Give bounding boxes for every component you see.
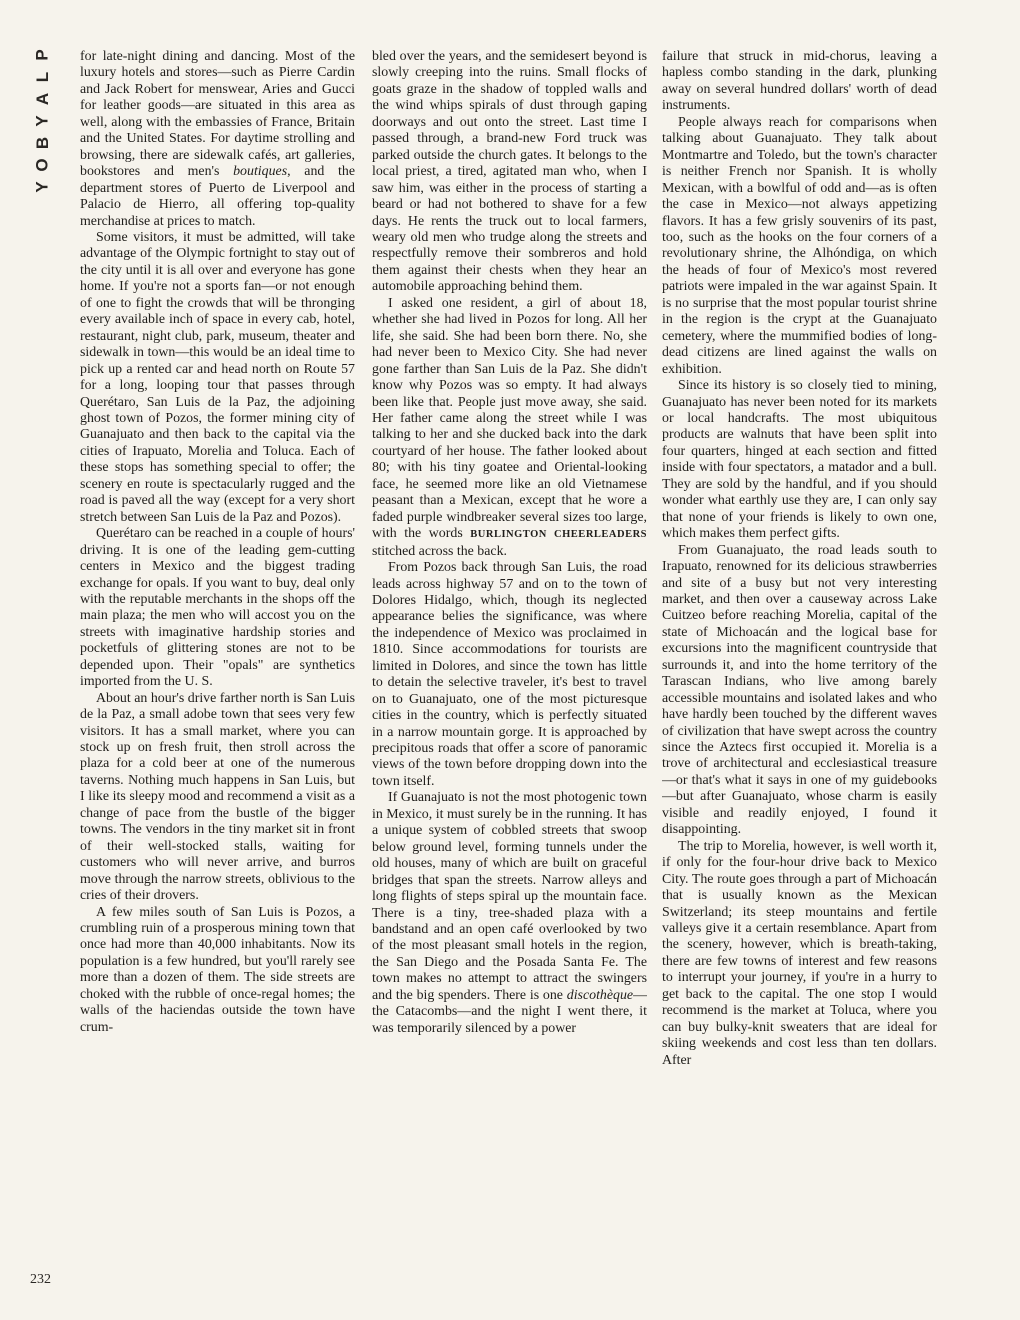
magazine-name-letter: P — [33, 49, 52, 61]
text-run: From Pozos back through San Luis, the road leads across highway 57 and on to the town of Dolores Hidalgo, which, though its neglected appearance belies the significance, was where the independence of Mexico was proclaimed in 1810. Since accommodations for tourists are limited in Dolores, and since the town has little to detain the selective traveler, it's best to travel on to Guanajuato, one of the most picturesque cities in the country, which is perfectly situated in a narrow mountain gorge. It is approached by precipitous roads that offer a score of panoramic views of the town before dropping down into the town itself. — [372, 560, 647, 789]
article-paragraph — [372, 296, 647, 560]
article-paragraph — [372, 560, 647, 790]
text-run: Querétaro can be reached in a couple of hours' driving. It is one of the leading gem-cutting centers in Mexico and the biggest trading exchange for opals. If you want to buy, deal only with the reputable merchants in the shops off the main plaza; the men who will accost you on the streets with imaginative hardship stories and pocketfuls of glittering stones are not to be depended upon. Their "opals" are synthetics imported from the U. S. — [80, 526, 355, 690]
article-paragraph — [662, 115, 937, 378]
magazine-name-letter: O — [32, 158, 52, 172]
text-run: Some visitors, it must be admitted, will take advantage of the Olympic fortnight to stay out of the city until it is all over and everyone has gone home. If you're not a sports fan—or not enough of one to fight the crowds that will be thronging every available inch of space in every cab, hotel, restaurant, night club, park, museum, theater and sidewalk in town—this would be an ideal time to pick up a rented car and head north on Route 57 for a long, looping tour that passes through Querétaro, San Luis de la Paz, the adjoining ghost town of Pozos, the former mining city of Guanajuato and then back to the capital via the cities of Irapuato, Morelia and Toluca. Each of these stops has something special to offer; the scenery en route is spectacularly rugged and the road is paved all the way (except for a very short stretch between San Luis de la Paz and Pozos). — [80, 229, 355, 525]
text-run: stitched across the back. — [372, 543, 507, 559]
magazine-name-letter: Y — [33, 181, 52, 193]
text-run: failure that struck in mid-chorus, leaving a hapless combo standing in the dark, plunking away on several hundred dollars' worth of dead instruments. — [662, 49, 937, 114]
article-paragraph — [80, 905, 355, 1037]
text-run: About an hour's drive farther north is San Luis de la Paz, a small adobe town that sees very few visitors. It has a small market, where you can stock up on fresh fruit, then stroll across the plaza for a cold beer at one of the numerous taverns. Nothing much happens in San Luis, but I like its sleepy mood and recommend a visit as a change of pace from the bustle of the bigger towns. The vendors in the tiny market sit in front of their well-stocked stalls, waiting for customers who will never arrive, and burros move through the narrow streets, oblivious to the cries of their drovers. — [80, 690, 355, 904]
article-paragraph — [80, 691, 355, 905]
italic-text: boutiques — [233, 164, 288, 180]
article-paragraph — [80, 49, 355, 230]
text-run: A few miles south of San Luis is Pozos, a crumbling ruin of a prosperous mining town that once had more than 40,000 inhabitants. Now its population is a few hundred, but you'll rarely see more than a dozen of them. The side streets are choked with the rubble of once-regal homes; the walls of the haciendas outside the town have crum- — [80, 904, 355, 1035]
magazine-name — [28, 44, 58, 198]
text-run: From Guanajuato, the road leads south to Irapuato, renowned for its delicious strawberries and site of a busy but not very interesting market, and then over a causeway across Lake Cuitzeo before reaching Morelia, capital of the state of Michoacán and the logical base for excursions into the magnificent countryside that surrounds it, and into the home territory of the Tarascan Indians, who live among barely accessible mountains and isolated lakes and who have hardly been touched by the different waves of civilization that have swept across the country since the Aztecs first occupied it. Morelia is a trove of architectural and ecclesiastical treasure—or that's what it says in one of my guidebooks—but after Guanajuato, whose charm is easily visible and readily enjoyed, I found it disappointing. — [662, 542, 937, 838]
article-paragraph — [662, 839, 937, 1069]
magazine-name-letter: Y — [33, 115, 52, 127]
article-column-1 — [80, 49, 355, 1289]
article-paragraph — [662, 378, 937, 543]
text-run: for late-night dining and dancing. Most of the luxury hotels and stores—such as Pierre Cardin and Jack Robert for menswear, Aries and Gucci for leather goods—are situated in this area as well, along with the embassies of France, Britain and the United States. For daytime strolling and browsing, there are sidewalk cafés, art galleries, bookstores and men's — [80, 49, 355, 180]
text-run: , and the department stores of Puerto de Liverpool and Palacio de Hierro, all offering top-quality merchandise at prices to match. — [80, 164, 355, 229]
text-run: bled over the years, and the semidesert beyond is slowly creeping into the ruins. Small flocks of goats graze in the shadow of toppled walls and the wind whips spirals of dust through gaping doorways and out onto the street. Last time I passed through, a brand-new Ford truck was parked outside the church gates. It belongs to the local priest, a tired, agitated man who, when I saw him, was either in the process of starting a beard or had not bothered to shave for a few days. He rents the truck out to local farmers, weary old men who trudge along the streets and respectfully remove their sombreros and hold them against their chests when they hear an automobile approaching behind them. — [372, 49, 647, 295]
text-run: I asked one resident, a girl of about 18, whether she had lived in Pozos for long. All her life, she said. She had been born there. No, she had never been to Mexico City. She had never gone farther than San Luis de la Paz. She didn't know why Pozos was so empty. It had always been like that. People just move away, she said. Her father came along the street while I was talking to her and she ducked back into the dark courtyard of her house. The father looked about 80; with his tiny goatee and Oriental-looking face, he seemed more like an old Vietnamese peasant than a Mexican, except that he wore a faded purple windbreaker several sizes too large, with the words — [372, 295, 647, 542]
text-run: The trip to Morelia, however, is well worth it, if only for the four-hour drive back to Mexico City. The route goes through a part of Michoacán that is usually known as the Mexican Switzerland; its steep mountains and fertile valleys give it a certain resemblance. Apart from the scenery, however, which is breath-taking, there are few towns of interest and few reasons to interrupt your journey, if you're in a hurry to get back to the capital. The one stop I would recommend is the market at Toluca, where you can buy bulky-knit sweaters that are ideal for skiing weekends and cost less than ten dollars. After — [662, 838, 937, 1068]
article-paragraph — [372, 49, 647, 296]
magazine-name-letter: B — [33, 136, 52, 150]
text-run: Since its history is so closely tied to mining, Guanajuato has never been noted for its markets or local handcrafts. The most ubiquitous products are walnuts that have been split into four quarters, hinged at each section and fitted inside with four spectators, a matador and a bull. They are sold by the handful, and if you should wonder what earthly use they are, I can only say that none of your friends is likely to own one, which makes them perfect gifts. — [662, 378, 937, 542]
magazine-name-letter: A — [33, 92, 52, 106]
article-paragraph — [372, 790, 647, 1037]
article-paragraph — [662, 543, 937, 839]
article-column-2 — [372, 49, 647, 1289]
article-paragraph — [80, 230, 355, 526]
magazine-name-letter: L — [32, 71, 52, 83]
article-column-3 — [662, 49, 937, 1289]
text-run: —the Catacombs—and the night I went there, it was temporarily silenced by a power — [372, 987, 647, 1036]
article-paragraph — [662, 49, 937, 115]
small-caps-text: BURLINGTON CHEERLEADERS — [470, 529, 647, 541]
text-run: If Guanajuato is not the most photogenic town in Mexico, it must surely be in the running. It has a unique system of cobbled streets that swoop below ground level, forming tunnels under the old houses, many of which are built on graceful bridges that span the streets. Narrow alleys and long flights of steps spiral up the mountain face. There is a tiny, tree-shaded plaza with a bandstand and an open café overlooked by two of the most pleasant small hotels in the region, the San Diego and the Posada Santa Fe. The town makes no attempt to attract the swingers and the big spenders. There is one — [372, 790, 647, 1003]
article-paragraph — [80, 526, 355, 691]
page-number: 232 — [30, 1272, 51, 1287]
text-run: People always reach for comparisons when talking about Guanajuato. They talk about Montmartre and Toledo, but the town's character is neither French nor Spanish. It is wholly Mexican, with a bowlful of odd and—as is often the case in Mexico—not always appetizing flavors. It has a few grisly souvenirs of its past, too, such as the hooks on the four corners of a revolutionary shrine, the Alhóndiga, on which the heads of four of Mexico's most revered patriots were impaled in the war against Spain. It is no surprise that the most popular tourist shrine in the region is the crypt at the Guanajuato cemetery, where the mummified bodies of long-dead citizens are lined against the walls on exhibition. — [662, 114, 937, 377]
italic-text: discothèque — [566, 987, 634, 1003]
